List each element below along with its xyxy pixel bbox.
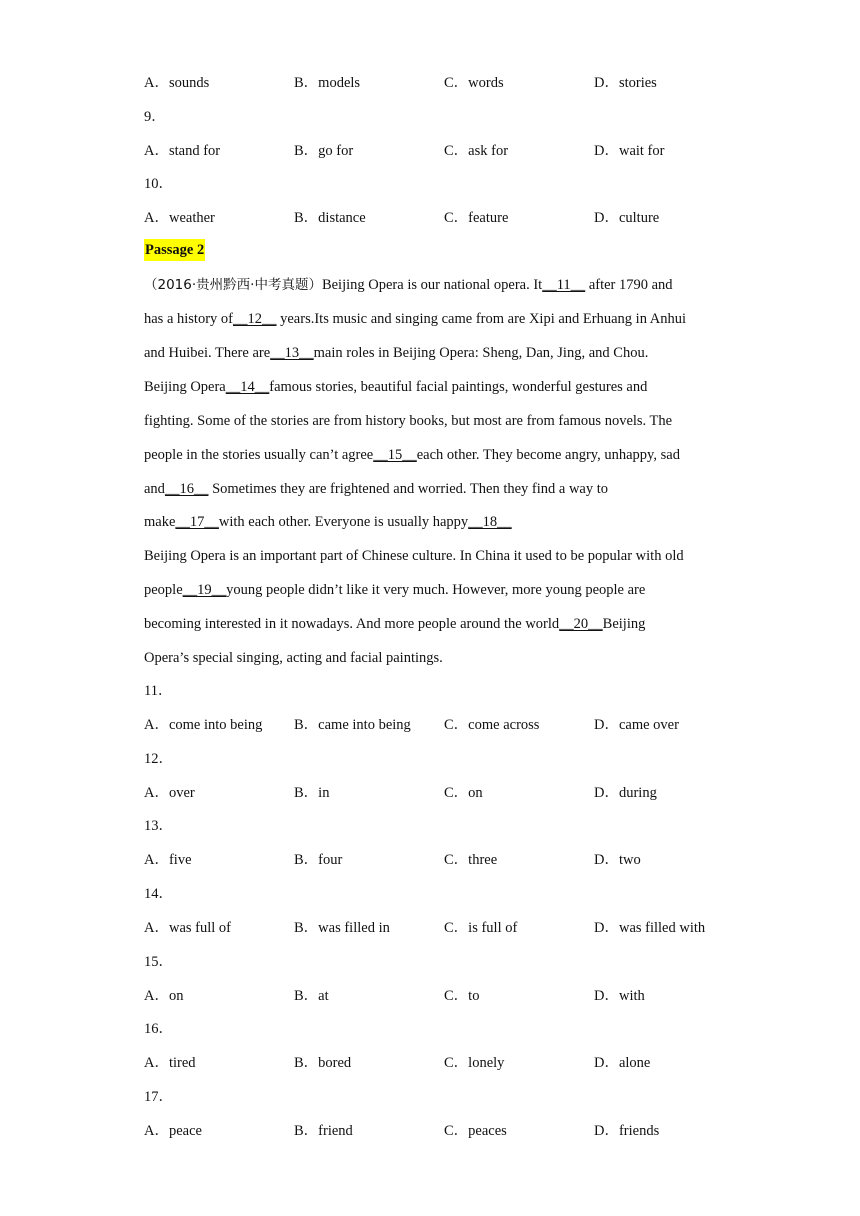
text: with each other. Everyone is usually happy (218, 514, 469, 530)
option-d: D．stories (594, 75, 657, 91)
question-number: 15． (144, 954, 173, 970)
option-b: B．was filled in (294, 920, 390, 936)
text: people (144, 582, 183, 598)
option-b: B．models (294, 75, 361, 91)
option-d: D．during (594, 785, 657, 801)
text: each other. They become angry, unhappy, sad (416, 447, 680, 463)
option-a: A．peace (144, 1123, 202, 1139)
option-b: B．friend (294, 1123, 353, 1139)
option-a: A．tired (144, 1055, 196, 1071)
options-q12 (0, 782, 860, 804)
option-c: C．feature (444, 210, 509, 226)
passage-title: Passage 2 (144, 239, 205, 261)
passage-line: Beijing Opera is an important part of Chinese culture. In China it used to be popular with old (144, 548, 684, 564)
text: and Huibei. There are (144, 345, 271, 361)
options-q8 (0, 72, 860, 94)
option-c: C．ask for (444, 143, 509, 159)
question-number: 10． (144, 176, 173, 192)
option-d: D．came over (594, 717, 679, 733)
question-number: 17． (144, 1089, 173, 1105)
blank-20: __20__ (559, 616, 603, 632)
option-b: B．four (294, 852, 343, 868)
passage-line (144, 342, 648, 364)
option-a: A．sounds (144, 75, 210, 91)
option-d: D．two (594, 852, 641, 868)
text: make (144, 514, 176, 530)
option-c: C．words (444, 75, 504, 91)
text: and (144, 481, 165, 497)
option-a: A．come into being (144, 717, 263, 733)
option-d: D．friends (594, 1123, 660, 1139)
blank-19: __19__ (182, 582, 227, 598)
option-c: C．come across (444, 717, 540, 733)
option-b: B．distance (294, 210, 366, 226)
question-number: 11． (144, 683, 173, 699)
text: people in the stories usually can’t agree (144, 447, 374, 463)
text: young people didn’t like it very much. However, more young people are (226, 582, 646, 598)
option-a: A．was full of (144, 920, 231, 936)
option-b: B．at (294, 988, 329, 1004)
option-d: D．alone (594, 1055, 651, 1071)
options-q9 (0, 140, 860, 162)
passage-line (144, 478, 608, 500)
option-a: A．five (144, 852, 192, 868)
option-c: C．on (444, 785, 483, 801)
options-q10 (0, 207, 860, 229)
passage-source: （2016·贵州黔西·中考真题） (144, 277, 322, 293)
text: Beijing (602, 616, 646, 632)
option-c: C．three (444, 852, 498, 868)
option-b: B．came into being (294, 717, 411, 733)
passage-line: Opera’s special singing, acting and facial paintings. (144, 650, 443, 666)
option-a: A．over (144, 785, 195, 801)
question-number: 16． (144, 1021, 173, 1037)
question-number: 12． (144, 751, 173, 767)
option-a: A．stand for (144, 143, 221, 159)
blank-18: __18__ (468, 514, 512, 530)
options-q16 (0, 1052, 860, 1074)
passage-line (144, 444, 680, 466)
options-q14 (0, 917, 860, 939)
text: has a history of (144, 311, 233, 327)
options-q11 (0, 714, 860, 736)
option-b: B．in (294, 785, 330, 801)
option-c: C．lonely (444, 1055, 505, 1071)
text: after 1790 and (585, 277, 673, 293)
blank-12: __12__ (233, 311, 277, 327)
passage-line: fighting. Some of the stories are from history books, but most are from famous novels. The (144, 413, 673, 429)
option-c: C．peaces (444, 1123, 507, 1139)
question-number: 14． (144, 886, 173, 902)
text: Beijing Opera is our national opera. It (321, 277, 543, 293)
option-b: B．go for (294, 143, 354, 159)
passage-line (144, 613, 645, 635)
blank-17: __17__ (175, 514, 219, 530)
passage-line (144, 308, 686, 330)
blank-11: __11__ (542, 277, 586, 293)
text: years.Its music and singing came from are Xipi and Erhuang in Anhui (276, 311, 687, 327)
option-d: D．wait for (594, 143, 665, 159)
option-d: D．with (594, 988, 645, 1004)
option-d: D．culture (594, 210, 660, 226)
text: Sometimes they are frightened and worried. Then they find a way to (208, 481, 609, 497)
option-c: C．is full of (444, 920, 518, 936)
option-a: A．on (144, 988, 184, 1004)
passage-line (144, 579, 645, 601)
options-q15 (0, 985, 860, 1007)
options-q17 (0, 1120, 860, 1142)
option-c: C．to (444, 988, 480, 1004)
question-number: 9． (144, 109, 166, 125)
passage-line (144, 376, 647, 398)
option-a: A．weather (144, 210, 215, 226)
options-q13 (0, 849, 860, 871)
blank-14: __14__ (225, 379, 270, 395)
passage-line (144, 511, 512, 533)
blank-16: __16__ (164, 481, 209, 497)
text: becoming interested in it nowadays. And more people around the world (144, 616, 560, 632)
passage-line (144, 274, 673, 296)
option-b: B．bored (294, 1055, 352, 1071)
text: Beijing Opera (144, 379, 226, 395)
text: famous stories, beautiful facial paintings, wonderful gestures and (269, 379, 648, 395)
blank-13: __13__ (270, 345, 314, 361)
blank-15: __15__ (373, 447, 417, 463)
text: main roles in Beijing Opera: Sheng, Dan, Jing, and Chou. (313, 345, 649, 361)
option-d: D．was filled with (594, 920, 706, 936)
question-number: 13． (144, 818, 173, 834)
